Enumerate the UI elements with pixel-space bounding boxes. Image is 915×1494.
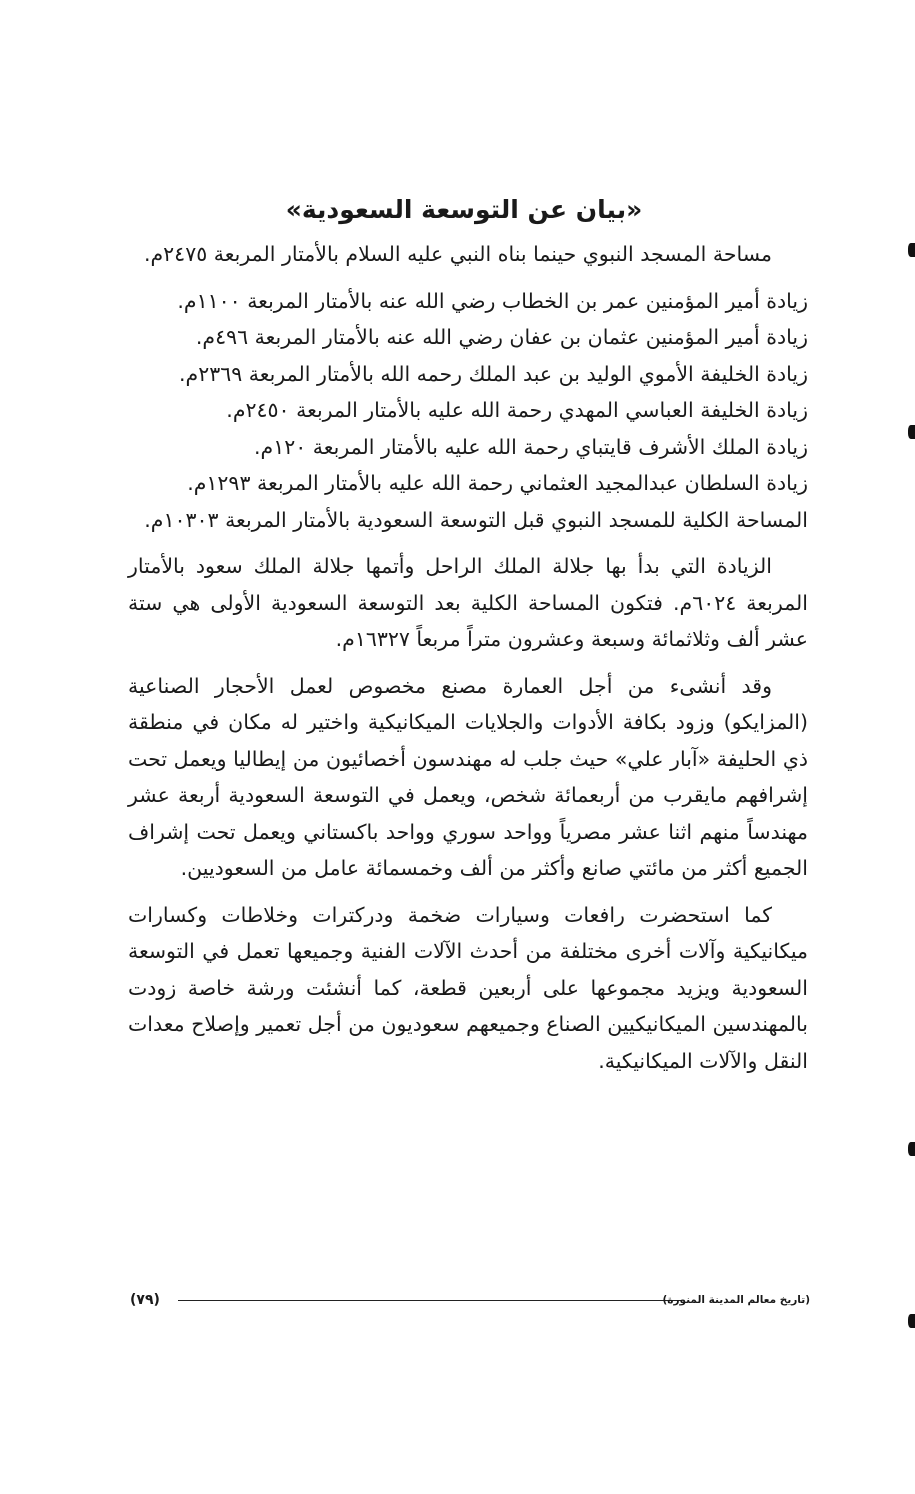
margin-mark (908, 243, 915, 257)
paragraph-factory: وقد أنشىء من أجل العمارة مصنع مخصوص لعمل الأحجار الصناعية (المزايكو) وزود بكافة الأدوات والجلايات الميكانيكية واختير له مكان في منطقة ذي الحليفة «آبار علي» حيث جلب له مهندسون أخصائيون من إيطاليا ويعمل تحت إشرافهم مايقرب من أربعمائة شخص، ويعمل في التوسعة السعودية أربعة عشر مهندساً منهم اثنا عشر مصرياً وواحد سوري وواحد باكستاني ويعمل تحت إشراف الجميع أكثر من مائتي صانع وأكثر من ألف وخمسمائة عامل من السعوديين. (128, 673, 808, 880)
running-book-title: (تاريخ معالم المدينة المنورة) (662, 1294, 810, 1306)
paragraph-machinery: كما استحضرت رافعات وسيارات ضخمة ودركترات وخلاطات وكسارات ميكانيكية وآلات أخرى مختلفة من أحدث الآلات الفنية وجميعها تعمل في التوسعة السعودية ويزيد مجموعها على أربعين قطعة، كما أنشئت ورشة خاصة زودت بالمهندسين الميكانيكيين الصناع وجميعهم سعوديون من أجل تعمير وإصلاح معدات النقل والآلات الميكانيكية. (128, 902, 808, 1073)
addition-qaitbay: زيادة الملك الأشرف قايتباي رحمة الله عليه بالأمتار المربعة ١٢٠م. (253, 434, 808, 459)
addition-abdulmajid: زيادة السلطان عبدالمجيد العثماني رحمة الله عليه بالأمتار المربعة ١٢٩٣م. (187, 471, 808, 495)
margin-mark (908, 425, 915, 439)
additions-list (128, 283, 808, 539)
footer-rule (178, 1300, 682, 1301)
page-footer (130, 1288, 810, 1312)
addition-mahdi: زيادة الخليفة العباسي المهدي رحمة الله عليه بالأمتار المربعة ٢٤٥٠م. (226, 398, 808, 422)
margin-mark (908, 1314, 915, 1328)
addition-walid: زيادة الخليفة الأموي الوليد بن عبد الملك رحمه الله بالأمتار المربعة ٢٣٦٩م. (178, 361, 808, 386)
paragraph-saudi-addition: الزيادة التي بدأ بها جلالة الملك الراحل وأتمها جلالة الملك سعود بالأمتار المربعة ٦٠٢٤م. فتكون المساحة الكلية بعد التوسعة السعودية الأولى هي ستة عشر ألف وثلاثمائة وسبعة وعشرون متراً مربعاً ١٦٣٢٧م. (128, 554, 808, 651)
page-number: (٧٩) (130, 1292, 160, 1308)
total-area-before: المساحة الكلية للمسجد النبوي قبل التوسعة السعودية بالأمتار المربعة ١٠٣٠٣م. (144, 507, 808, 532)
section-title: «بيان عن التوسعة السعودية» (285, 195, 643, 224)
addition-umar: زيادة أمير المؤمنين عمر بن الخطاب رضي الله عنه بالأمتار المربعة ١١٠٠م. (177, 288, 808, 313)
paragraph-original-area: مساحة المسجد النبوي حينما بناه النبي عليه السلام بالأمتار المربعة ٢٤٧٥م. (143, 242, 772, 266)
addition-uthman: زيادة أمير المؤمنين عثمان بن عفان رضي الله عنه بالأمتار المربعة ٤٩٦م. (195, 325, 808, 349)
page-content (128, 190, 808, 1089)
margin-mark (908, 1142, 915, 1156)
